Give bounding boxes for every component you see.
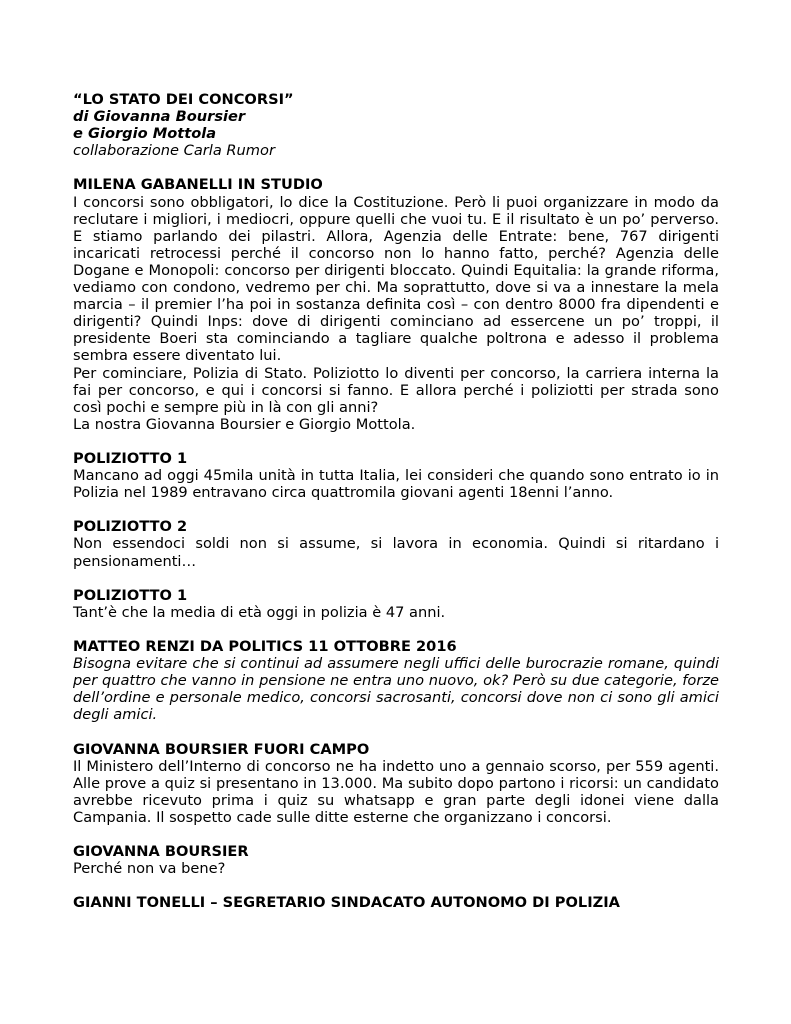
paragraph: Per cominciare, Polizia di Stato. Poliziotto lo diventi per concorso, la carriera interna la fai per concorso, e qui i concorsi si fanno. E allora perché i poliziotti per strada sono così pochi e sempre più in là con gli anni? — [73, 364, 719, 416]
document-title: “LO STATO DEI CONCORSI” — [73, 91, 294, 108]
speaker-heading: POLIZIOTTO 2 — [73, 518, 188, 536]
speaker-heading: POLIZIOTTO 1 — [73, 449, 188, 467]
speaker-heading: MILENA GABANELLI IN STUDIO — [73, 176, 323, 194]
paragraph: Perché non va bene? — [73, 860, 226, 878]
collaboration-line: collaborazione Carla Rumor — [73, 142, 275, 160]
speaker-heading: GIOVANNA BOURSIER — [73, 843, 249, 861]
speaker-heading: GIANNI TONELLI – SEGRETARIO SINDACATO AUTONOMO DI POLIZIA — [73, 894, 620, 912]
document-page — [73, 91, 719, 912]
author-line-1: di Giovanna Boursier — [73, 108, 246, 126]
paragraph: Non essendoci soldi non si assume, si lavora in economia. Quindi si ritardano i pensionamenti… — [73, 535, 719, 570]
paragraph: Bisogna evitare che si continui ad assumere negli uffici delle burocrazie romane, quindi per quattro che vanno in pensione ne entra uno nuovo, ok? Però su due categorie, forze dell’ordine e personale medico, concorsi sacrosanti, concorsi dove non ci sono gli amici degli amici. — [73, 655, 719, 724]
speaker-heading: POLIZIOTTO 1 — [73, 586, 188, 604]
paragraph: La nostra Giovanna Boursier e Giorgio Mottola. — [73, 415, 416, 433]
paragraph: Il Ministero dell’Interno di concorso ne ha indetto uno a gennaio scorso, per 559 agenti. Alle prove a quiz si presentano in 13.000. Ma subito dopo partono i ricorsi: un candidato avrebbe ricevuto prima i quiz su whatsapp e gran parte degli idonei viene dalla Campania. Il sospetto cade sulle ditte esterne che organizzano i concorsi. — [73, 757, 719, 826]
paragraph: I concorsi sono obbligatori, lo dice la Costituzione. Però li puoi organizzare in modo da reclutare i migliori, i mediocri, oppure quelli che vuoi tu. E il risultato è un po’ perverso. E stiamo parlando dei pilastri. Allora, Agenzia delle Entrate: bene, 767 dirigenti incaricati retrocessi perché il concorso non lo hanno fatto, perché? Agenzia delle Dogane e Monopoli: concorso per dirigenti bloccato. Quindi Equitalia: la grande riforma, vediamo con condono, vedremo per chi. Ma soprattutto, dove si va a innestare la mela marcia – il premier l’ha poi in sostanza definita così – con dentro 8000 fra dipendenti e dirigenti? Quindi Inps: dove di dirigenti cominciano ad essercene un po’ troppi, il presidente Boeri sta cominciando a tagliare qualche poltrona e adesso il problema sembra essere diventato lui. — [73, 193, 719, 365]
speaker-heading: MATTEO RENZI DA POLITICS 11 OTTOBRE 2016 — [73, 638, 457, 655]
speaker-heading: GIOVANNA BOURSIER FUORI CAMPO — [73, 740, 370, 758]
paragraph: Mancano ad oggi 45mila unità in tutta Italia, lei consideri che quando sono entrato io in Polizia nel 1989 entravano circa quattromila giovani agenti 18enni l’anno. — [73, 467, 719, 502]
paragraph: Tant’è che la media di età oggi in polizia è 47 anni. — [73, 603, 446, 621]
author-line-2: e Giorgio Mottola — [73, 125, 217, 143]
